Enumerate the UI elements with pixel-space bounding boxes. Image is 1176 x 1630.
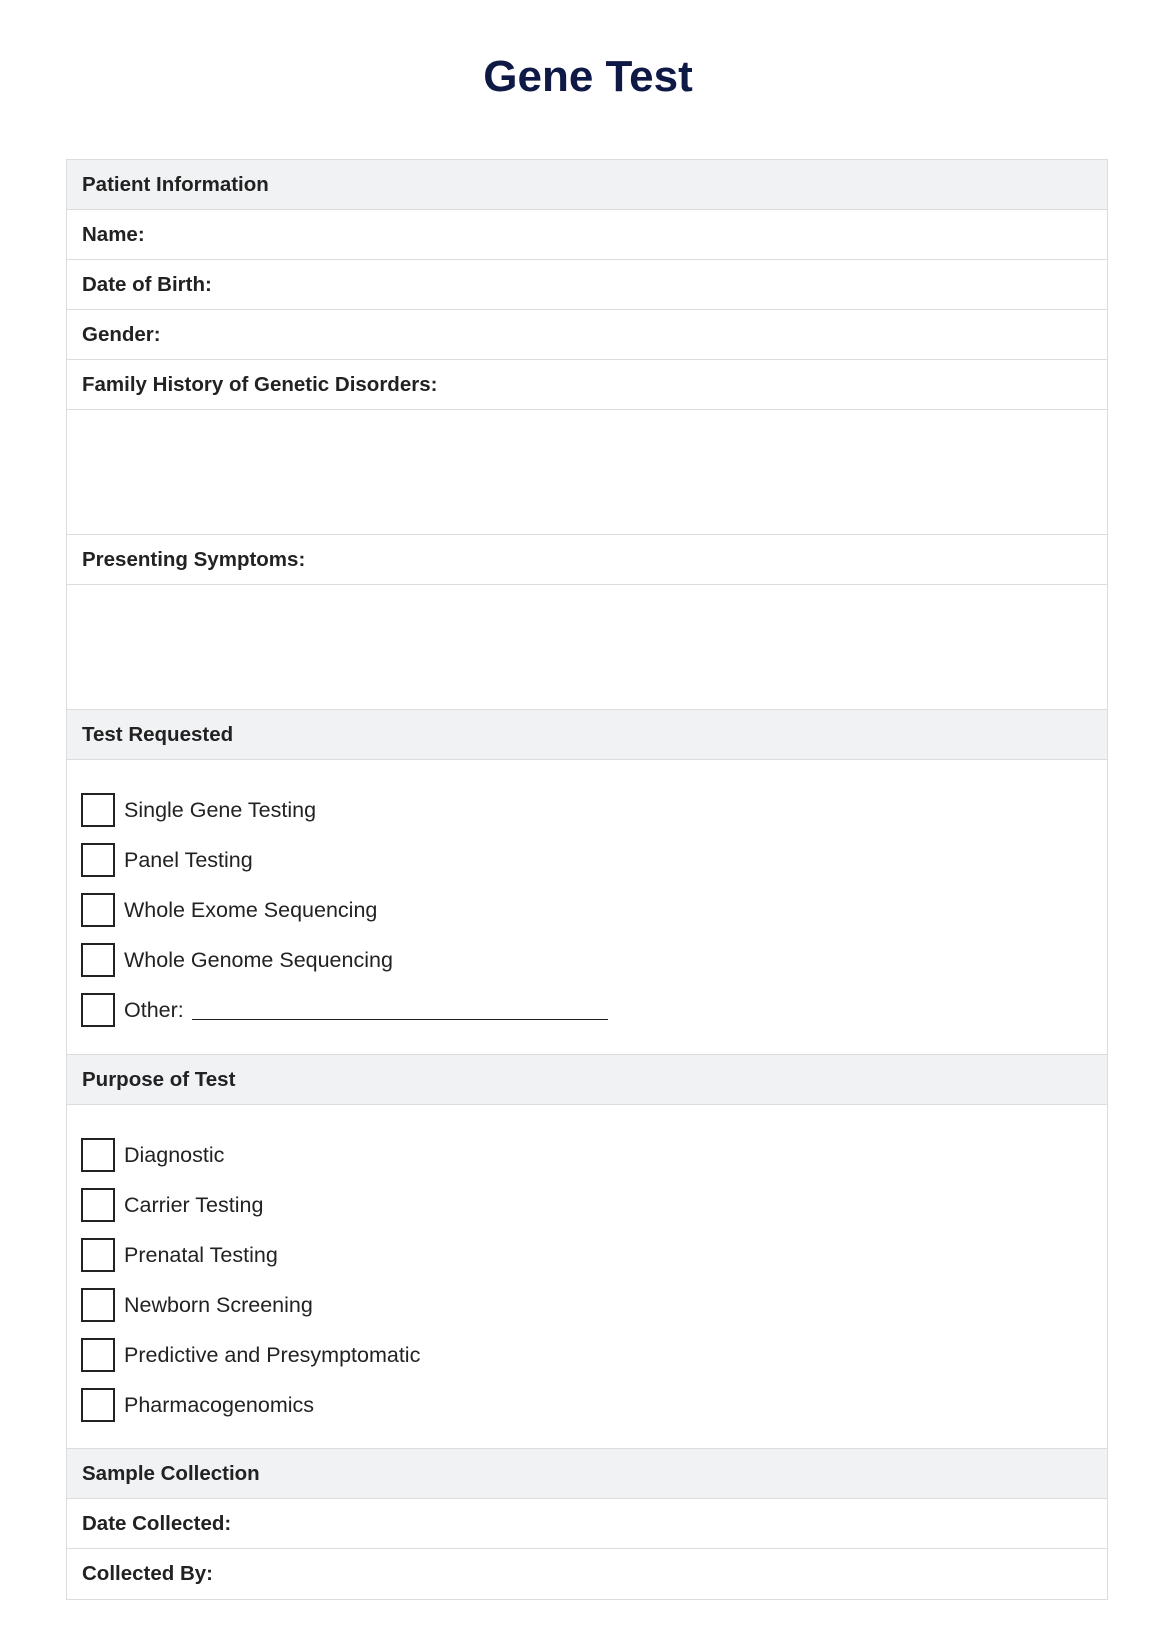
checkbox-diagnostic[interactable] xyxy=(81,1130,1093,1180)
checkbox-panel[interactable] xyxy=(81,835,1093,885)
checkbox-icon[interactable] xyxy=(81,1188,115,1222)
checkbox-icon[interactable] xyxy=(81,1288,115,1322)
checkbox-icon[interactable] xyxy=(81,793,115,827)
name-field[interactable]: Name: xyxy=(67,210,1107,260)
gene-test-form xyxy=(66,159,1108,1600)
checkbox-newborn[interactable] xyxy=(81,1280,1093,1330)
date-collected-field[interactable]: Date Collected: xyxy=(67,1499,1107,1549)
option-label: Panel Testing xyxy=(124,847,253,872)
purpose-options xyxy=(67,1105,1107,1449)
option-label: Carrier Testing xyxy=(124,1192,264,1217)
option-label: Predictive and Presymptomatic xyxy=(124,1342,421,1367)
checkbox-predictive[interactable] xyxy=(81,1330,1093,1380)
dob-field[interactable]: Date of Birth: xyxy=(67,260,1107,310)
page-title: Gene Test xyxy=(483,52,693,101)
option-label: Other: xyxy=(124,997,184,1022)
section-header-purpose: Purpose of Test xyxy=(67,1055,1107,1105)
option-label: Whole Genome Sequencing xyxy=(124,947,393,972)
option-label: Pharmacogenomics xyxy=(124,1392,315,1417)
collected-by-field[interactable]: Collected By: xyxy=(82,1562,213,1585)
other-input-line[interactable] xyxy=(192,1000,608,1020)
checkbox-icon[interactable] xyxy=(81,1338,115,1372)
checkbox-icon[interactable] xyxy=(81,893,115,927)
section-header-patient: Patient Information xyxy=(67,160,1107,210)
family-history-label: Family History of Genetic Disorders: xyxy=(67,360,1107,410)
checkbox-whole-exome[interactable] xyxy=(81,885,1093,935)
checkbox-pharmacogenomics[interactable] xyxy=(81,1380,1093,1430)
gender-field[interactable]: Gender: xyxy=(67,310,1107,360)
checkbox-icon[interactable] xyxy=(81,1388,115,1422)
section-header-test-requested: Test Requested xyxy=(67,710,1107,760)
checkbox-prenatal[interactable] xyxy=(81,1230,1093,1280)
test-requested-options xyxy=(67,760,1107,1055)
option-label: Prenatal Testing xyxy=(124,1242,278,1267)
option-label: Newborn Screening xyxy=(124,1292,313,1317)
option-label: Whole Exome Sequencing xyxy=(124,897,378,922)
checkbox-icon[interactable] xyxy=(81,1138,115,1172)
checkbox-icon[interactable] xyxy=(81,943,115,977)
checkbox-single-gene[interactable] xyxy=(81,785,1093,835)
checkbox-other[interactable] xyxy=(81,985,1093,1035)
checkbox-icon[interactable] xyxy=(81,1238,115,1272)
family-history-area[interactable] xyxy=(67,410,1107,535)
option-label: Single Gene Testing xyxy=(124,797,317,822)
checkbox-icon[interactable] xyxy=(81,843,115,877)
option-label: Diagnostic xyxy=(124,1142,225,1167)
checkbox-whole-genome[interactable] xyxy=(81,935,1093,985)
checkbox-icon[interactable] xyxy=(81,993,115,1027)
section-header-sample: Sample Collection xyxy=(67,1449,1107,1499)
symptoms-area[interactable] xyxy=(67,585,1107,710)
checkbox-carrier[interactable] xyxy=(81,1180,1093,1230)
symptoms-label: Presenting Symptoms: xyxy=(67,535,1107,585)
